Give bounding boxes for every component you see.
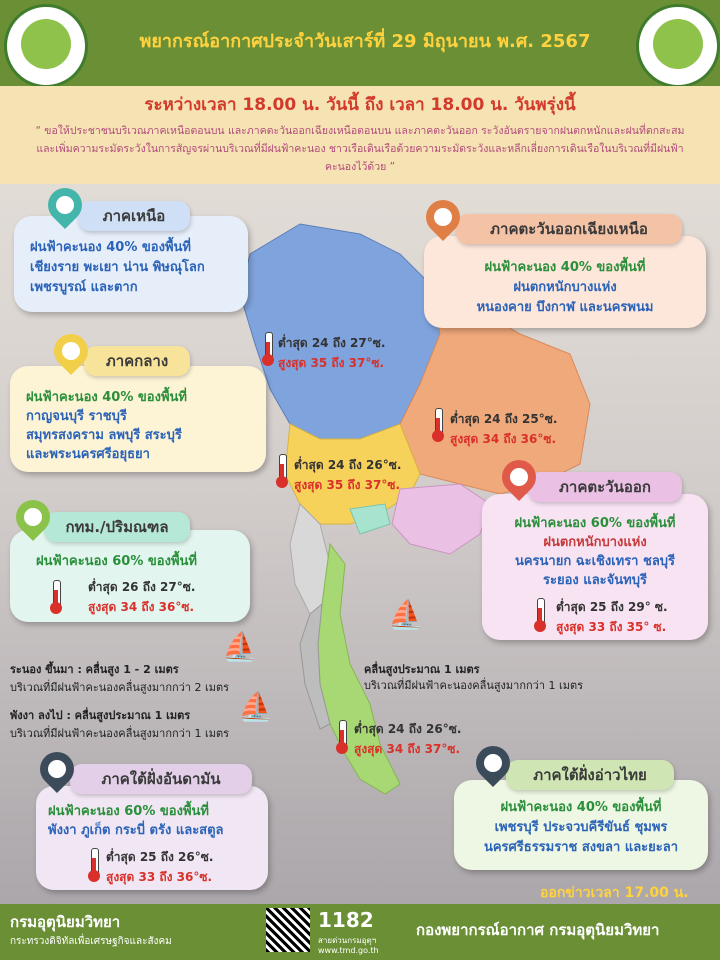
central-line4: และพระนครศรีอยุธยา (26, 447, 150, 462)
map-bangkok (350, 504, 390, 534)
bangkok-tag: กทม./ปริมณฑล (44, 512, 190, 542)
bangkok-tmin: ต่ำสุด 26 ถึง 27°ซ. (88, 580, 196, 594)
central-card (10, 366, 266, 472)
north-tag: ภาคเหนือ (78, 201, 190, 231)
central-line3: สมุทรสงคราม ลพบุรี สระบุรี (26, 428, 182, 443)
northeast-tag: ภาคตะวันออกเฉียงเหนือ (456, 214, 682, 244)
footer-org: กรมอุตุนิยมวิทยา (10, 913, 121, 931)
east-line2: ฝนตกหนักบางแห่ง (543, 535, 647, 550)
northeast-line2: ฝนตกหนักบางแห่ง (513, 280, 617, 295)
north-line1: ฝนฟ้าคะนอง 40% ของพื้นที่ (30, 240, 191, 255)
qr-code[interactable] (266, 908, 310, 952)
south-east-tmax: สูงสุด 34 ถึง 37°ซ. (354, 742, 461, 756)
phangnga-wave-title: พังงา ลงไป : คลื่นสูงประมาณ 1 เมตร (10, 709, 191, 722)
northeast-tmax: สูงสุด 34 ถึง 36°ซ. (450, 432, 557, 446)
bangkok-tmax: สูงสุด 34 ถึง 36°ซ. (88, 600, 195, 614)
gulf-wave-sub: บริเวณที่มีฝนฟ้าคะนองคลื่นสูงมากกว่า 1 เมตร (364, 679, 584, 692)
northeast-line1: ฝนฟ้าคะนอง 40% ของพื้นที่ (484, 260, 646, 275)
central-tmin: ต่ำสุด 24 ถึง 26°ซ. (294, 458, 402, 472)
map-east (392, 484, 490, 554)
north-tmax: สูงสุด 35 ถึง 37°ซ. (278, 356, 385, 370)
northeast-tmin: ต่ำสุด 24 ถึง 25°ซ. (450, 412, 558, 426)
thermometer-icon (276, 454, 288, 488)
south-east-tag: ภาคใต้ฝั่งอ่าวไทย (506, 760, 674, 790)
east-line1: ฝนฟ้าคะนอง 60% ของพื้นที่ (514, 516, 676, 531)
thermometer-icon (534, 598, 546, 632)
east-card (482, 494, 708, 640)
sailboat-icon: ⛵ (238, 690, 273, 723)
hotline-label: สายด่วนกรมอุตุฯ (318, 936, 377, 945)
north-line2: เชียงราย พะเยา น่าน พิษณุโลก (30, 260, 205, 275)
south-east-line1: ฝนฟ้าคะนอง 40% ของพื้นที่ (500, 800, 662, 815)
south-east-tmin: ต่ำสุด 24 ถึง 26°ซ. (354, 722, 462, 736)
issued-time: ออกข่าวเวลา 17.00 น. (540, 885, 689, 901)
page-title: พยากรณ์อากาศประจำวันเสาร์ที่ 29 มิถุนายน พ.ศ. 2567 (139, 31, 591, 52)
south-east-card (454, 780, 708, 870)
east-line4: ระยอง และจันทบุรี (543, 573, 647, 588)
north-tmin: ต่ำสุด 24 ถึง 27°ซ. (278, 336, 386, 350)
south-west-card (36, 786, 268, 890)
tmd-logo (636, 4, 720, 88)
ranong-wave-title: ระนอง ขึ้นมา : คลื่นสูง 1 - 2 เมตร (10, 663, 179, 676)
warning-text: “ ขอให้ประชาชนบริเวณภาคเหนือตอนบน และภาคตะวันออกเฉียงเหนือตอนบน และภาคตะวันออก ระวังอันตรายจากฝนตกหนักและฝนที่ตกสะสม และเพิ่มความระมัดระวังในการสัญจรผ่านบริเวณที่มีฝนฟ้าคะนอง ชาวเรือเดินเรือด้วยความระมัดระวังและหลีกเลี่ยงการเดินเรือในบริเวณที่มีฝนฟ้าคะนองไว้ด้วย ” (35, 125, 685, 173)
phangnga-wave-sub: บริเวณที่มีฝนฟ้าคะนองคลื่นสูงมากกว่า 1 เมตร (10, 727, 230, 740)
sailboat-icon: ⛵ (222, 630, 257, 663)
thermometer-icon (262, 332, 274, 366)
south-east-line3: นครศรีธรรมราช สงขลา และยะลา (483, 840, 679, 855)
bangkok-line1: ฝนฟ้าคะนอง 60% ของพื้นที่ (36, 554, 197, 569)
south-west-line1: ฝนฟ้าคะนอง 60% ของพื้นที่ (48, 804, 209, 819)
ministry-logo (4, 4, 88, 88)
south-west-tmax: สูงสุด 33 ถึง 36°ซ. (106, 870, 213, 884)
thermometer-icon (50, 580, 62, 614)
northeast-line3: หนองคาย บึงกาฬ และนครพนม (476, 300, 654, 315)
hotline-number: 1182 (318, 908, 374, 932)
sailboat-icon: ⛵ (388, 598, 423, 631)
east-tmin: ต่ำสุด 25 ถึง 29° ซ. (556, 600, 668, 614)
footer-division: กองพยากรณ์อากาศ กรมอุตุนิยมวิทยา (416, 921, 660, 939)
website-link[interactable]: www.tmd.go.th (318, 946, 379, 955)
south-west-tmin: ต่ำสุด 25 ถึง 26°ซ. (106, 850, 214, 864)
north-line3: เพชรบูรณ์ และตาก (30, 280, 138, 295)
thermometer-icon (432, 408, 444, 442)
central-line1: ฝนฟ้าคะนอง 40% ของพื้นที่ (26, 390, 187, 405)
forecast-period: ระหว่างเวลา 18.00 น. วันนี้ ถึง เวลา 18.00 น. วันพรุ่งนี้ (144, 95, 576, 115)
east-tag: ภาคตะวันออก (528, 472, 682, 502)
south-west-line2: พังงา ภูเก็ต กระบี่ ตรัง และสตูล (48, 823, 224, 838)
ranong-wave-sub: บริเวณที่มีฝนฟ้าคะนองคลื่นสูงมากกว่า 2 เมตร (10, 681, 230, 694)
central-tmax: สูงสุด 35 ถึง 37°ซ. (294, 478, 401, 492)
central-line2: กาญจนบุรี ราชบุรี (26, 409, 127, 424)
east-line3: นครนายก ฉะเชิงเทรา ชลบุรี (514, 554, 676, 569)
bangkok-card (10, 530, 250, 622)
south-west-tag: ภาคใต้ฝั่งอันดามัน (70, 764, 252, 794)
thermometer-icon (336, 720, 348, 754)
central-tag: ภาคกลาง (84, 346, 190, 376)
northeast-card (424, 236, 706, 328)
east-tmax: สูงสุด 33 ถึง 35° ซ. (556, 620, 667, 634)
south-east-line2: เพชรบุรี ประจวบคีรีขันธ์ ชุมพร (494, 820, 668, 835)
footer-ministry: กระทรวงดิจิทัลเพื่อเศรษฐกิจและสังคม (10, 936, 172, 947)
gulf-wave-title: คลื่นสูงประมาณ 1 เมตร (364, 663, 480, 676)
